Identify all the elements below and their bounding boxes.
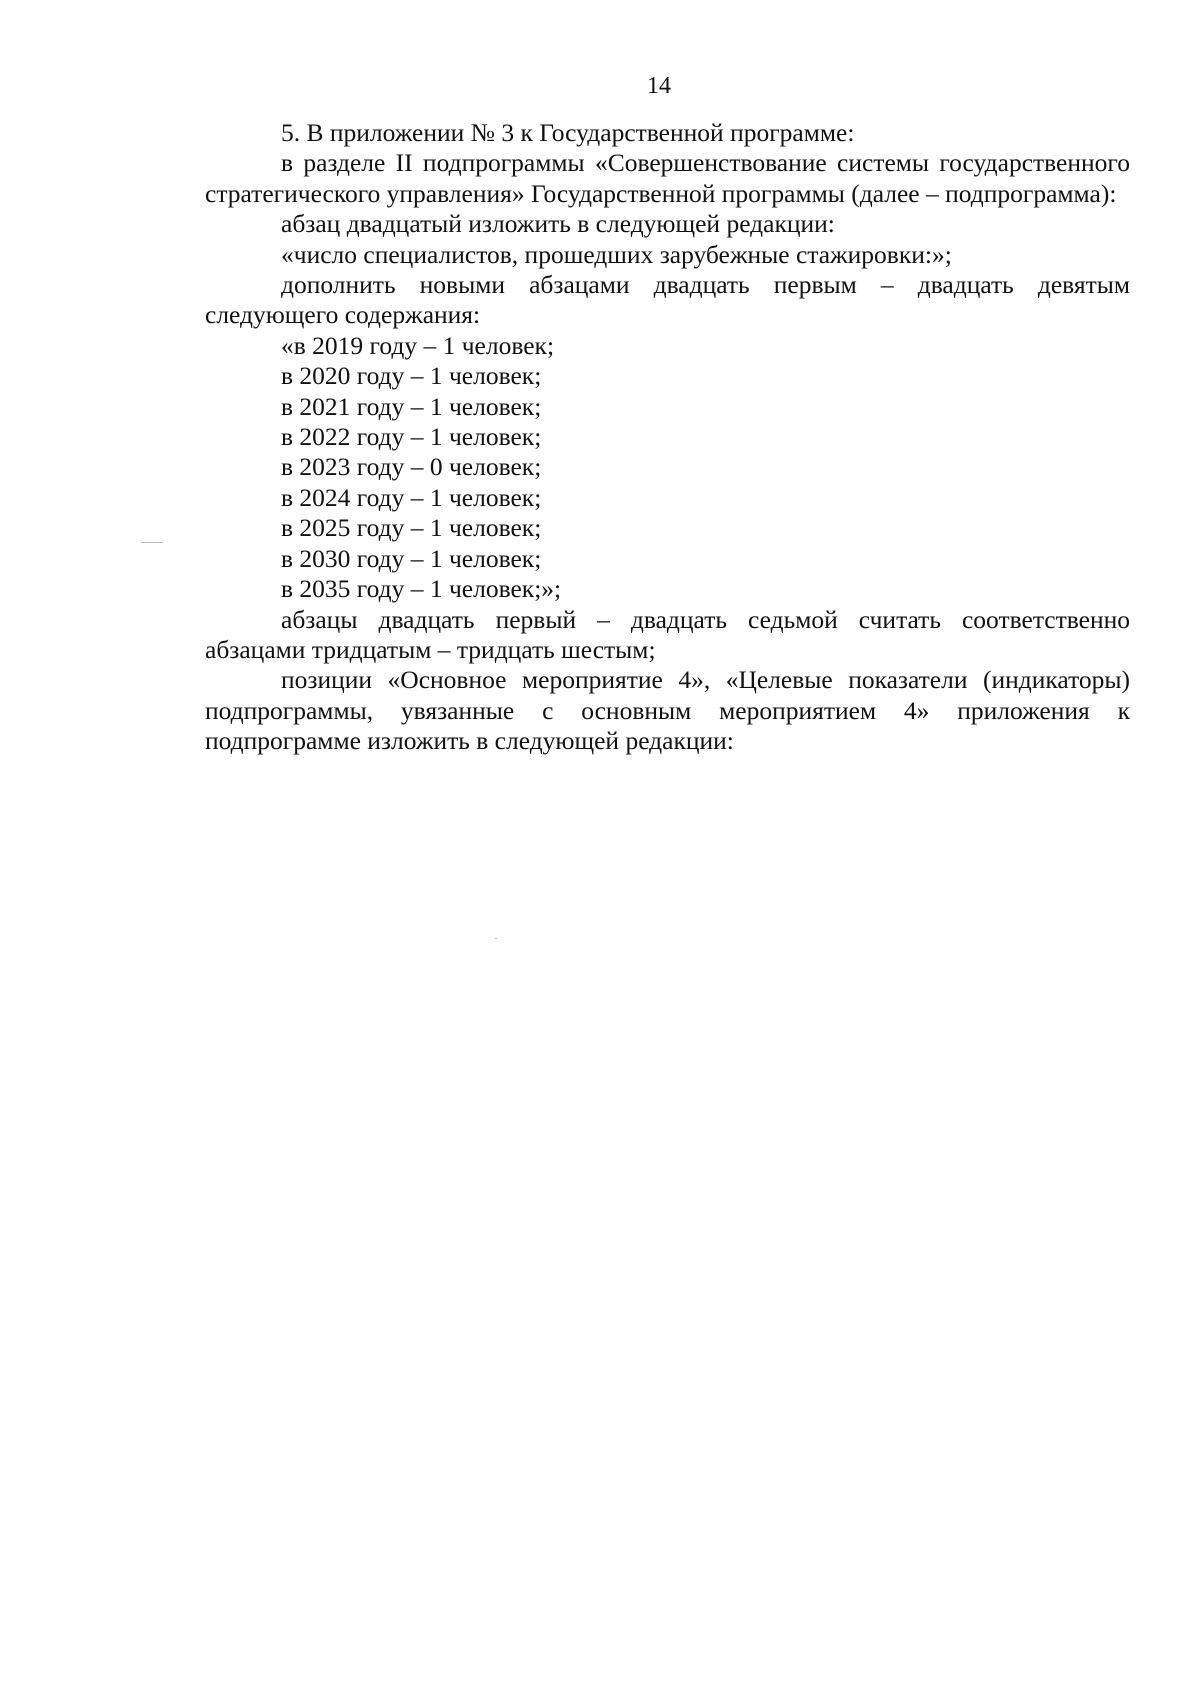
year-line-2022: в 2022 году – 1 человек; [281,422,542,452]
scan-artifact-dot [495,938,497,939]
year-line-2023: в 2023 году – 0 человек; [281,452,542,482]
page-number: 14 [647,73,671,99]
year-line-2021: в 2021 году – 1 человек; [281,391,542,421]
paragraph-specialists-count: «число специалистов, прошедших зарубежные стажировки:»; [281,239,952,269]
year-line-2035: в 2035 году – 1 человек;»; [281,574,562,604]
year-line-2030: в 2030 году – 1 человек; [281,543,542,573]
paragraph-twentieth-abzac: абзац двадцатый изложить в следующей редакции: [281,209,835,239]
paragraph-item-5-heading: 5. В приложении № 3 к Государственной программе: [281,118,855,147]
scan-artifact-line [141,542,163,543]
paragraph-section-ii: в разделе II подпрограммы «Совершенствование системы государственного стратегического управления» Государственной программы (далее – подпрограмма): [205,148,1130,208]
document-body [205,118,1130,757]
year-line-2020: в 2020 году – 1 человек; [281,361,542,391]
year-line-2025: в 2025 году – 1 человек; [281,513,542,543]
paragraph-positions-edit: позиции «Основное мероприятие 4», «Целевые показатели (индикаторы) подпрограммы, увязанные с основным мероприятием 4» приложения к подпрограмме изложить в следующей редакции: [205,665,1130,756]
paragraph-renumber-abzacs: абзацы двадцать первый – двадцать седьмой считать соответственно абзацами тридцатым – тридцать шестым; [205,604,1130,664]
year-line-2024: в 2024 году – 1 человек; [281,482,542,512]
paragraph-add-new-abzacs: дополнить новыми абзацами двадцать первым – двадцать девятым следующего содержания: [205,270,1130,330]
year-line-2019: «в 2019 году – 1 человек; [281,330,555,360]
